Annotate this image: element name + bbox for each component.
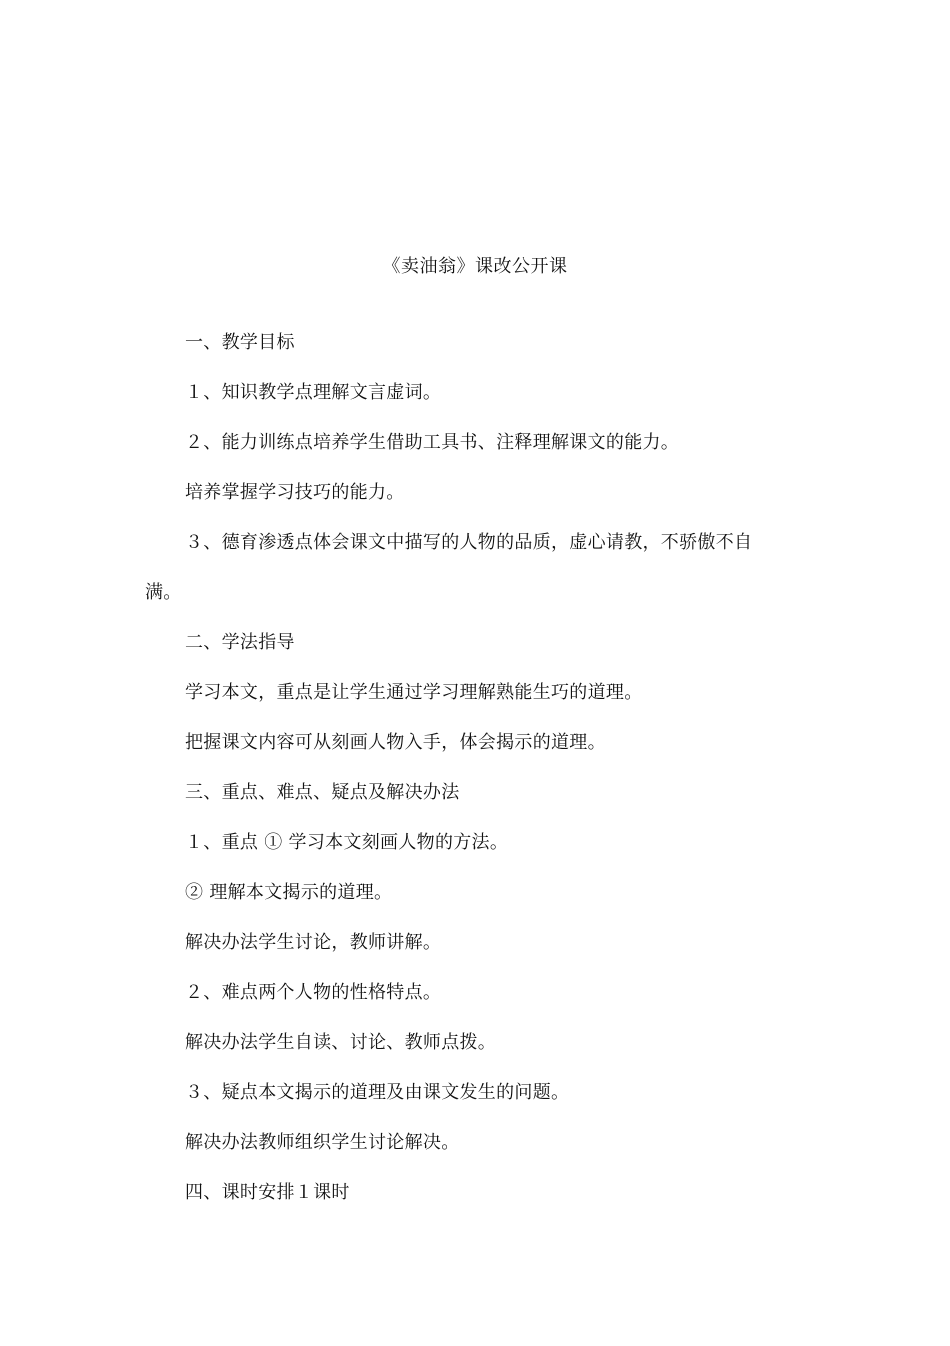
paragraph: １、重点 ① 学习本文刻画人物的方法。 bbox=[185, 832, 509, 853]
paragraph: 把握课文内容可从刻画人物入手，体会揭示的道理。 bbox=[185, 732, 606, 753]
paragraph: ３、德育渗透点体会课文中描写的人物的品质，虚心请教，不骄傲不自满。 bbox=[145, 532, 753, 603]
paragraph: ２、难点两个人物的性格特点。 bbox=[185, 982, 442, 1003]
section-heading-schedule: 四、课时安排１课时 bbox=[185, 1182, 350, 1203]
paragraph: ２、能力训练点培养学生借助工具书、注释理解课文的能力。 bbox=[185, 432, 680, 453]
paragraph: ② 理解本文揭示的道理。 bbox=[185, 882, 393, 903]
paragraph: 培养掌握学习技巧的能力。 bbox=[185, 482, 405, 503]
paragraph: ３、疑点本文揭示的道理及由课文发生的问题。 bbox=[185, 1082, 570, 1103]
section-heading-objectives: 一、教学目标 bbox=[185, 332, 295, 353]
paragraph: １、知识教学点理解文言虚词。 bbox=[185, 382, 442, 403]
paragraph: 解决办法学生自读、讨论、教师点拨。 bbox=[185, 1032, 497, 1053]
paragraph: 解决办法教师组织学生讨论解决。 bbox=[185, 1132, 460, 1153]
section-heading-method: 二、学法指导 bbox=[185, 632, 295, 653]
section-heading-key-points: 三、重点、难点、疑点及解决办法 bbox=[185, 782, 460, 803]
document-title: 《卖油翁》课改公开课 bbox=[382, 256, 568, 277]
paragraph: 学习本文，重点是让学生通过学习理解熟能生巧的道理。 bbox=[185, 682, 643, 703]
paragraph: 解决办法学生讨论，教师讲解。 bbox=[185, 932, 442, 953]
document-body bbox=[145, 318, 760, 1218]
